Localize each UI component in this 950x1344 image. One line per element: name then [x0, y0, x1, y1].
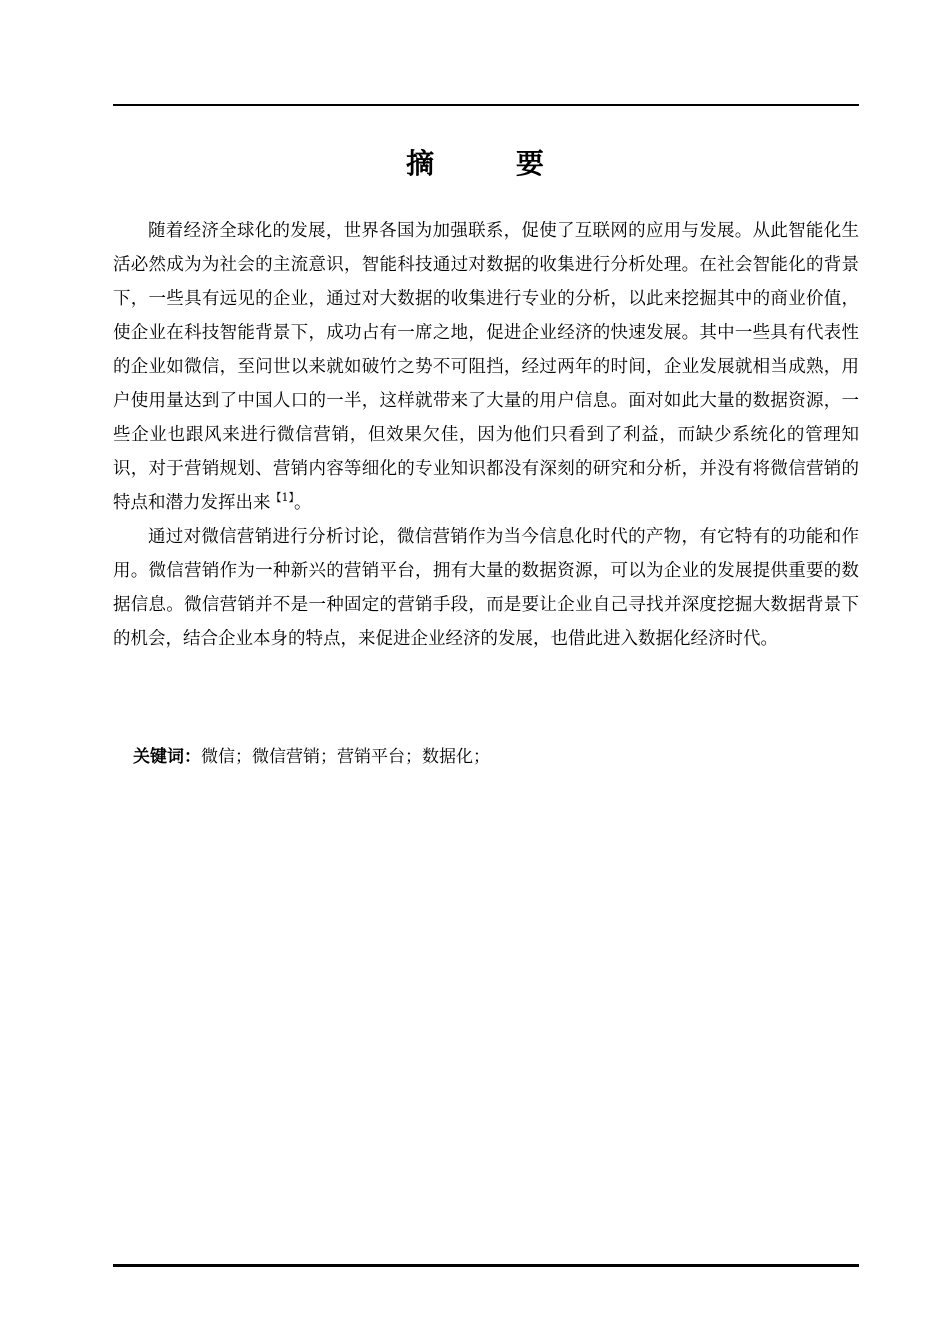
citation-marker: 【1】 — [270, 491, 294, 504]
keywords-label: 关键词： — [133, 747, 201, 767]
abstract-paragraph-1 — [113, 214, 859, 520]
header-rule — [113, 104, 859, 106]
keywords-value: 微信；微信营销；营销平台；数据化； — [201, 747, 490, 767]
page-title: 摘 要 — [406, 147, 580, 180]
paragraph-1-text: 随着经济全球化的发展，世界各国为加强联系，促使了互联网的应用与发展。从此智能化生活必然成为为社会的主流意识，智能科技通过对数据的收集进行分析处理。在社会智能化的背景下，一些具有远见的企业，通过对大数据的收集进行专业的分析，以此来挖掘其中的商业价值，使企业在科技智能背景下，成功占有一席之地，促进企业经济的快速发展。其中一些具有代表性的企业如微信，至问世以来就如破竹之势不可阻挡，经过两年的时间，企业发展就相当成熟，用户使用量达到了中国人口的一半，这样就带来了大量的用户信息。面对如此大量的数据资源，一些企业也跟风来进行微信营销，但效果欠佳，因为他们只看到了利益，而缺少系统化的管理知识，对于营销规划、营销内容等细化的专业知识都没有深刻的研究和分析，并没有将微信营销的特点和潜力发挥出来 — [113, 221, 859, 513]
keywords-line — [133, 742, 859, 772]
footer-rule — [113, 1264, 859, 1267]
abstract-body — [113, 214, 859, 656]
paragraph-1-end: 。 — [294, 493, 312, 513]
abstract-paragraph-2: 通过对微信营销进行分析讨论，微信营销作为当今信息化时代的产物，有它特有的功能和作用。微信营销作为一种新兴的营销平台，拥有大量的数据资源，可以为企业的发展提供重要的数据信息。微信营销并不是一种固定的营销手段，而是要让企业自己寻找并深度挖掘大数据背景下的机会，结合企业本身的特点，来促进企业经济的发展，也借此进入数据化经济时代。 — [113, 527, 859, 649]
